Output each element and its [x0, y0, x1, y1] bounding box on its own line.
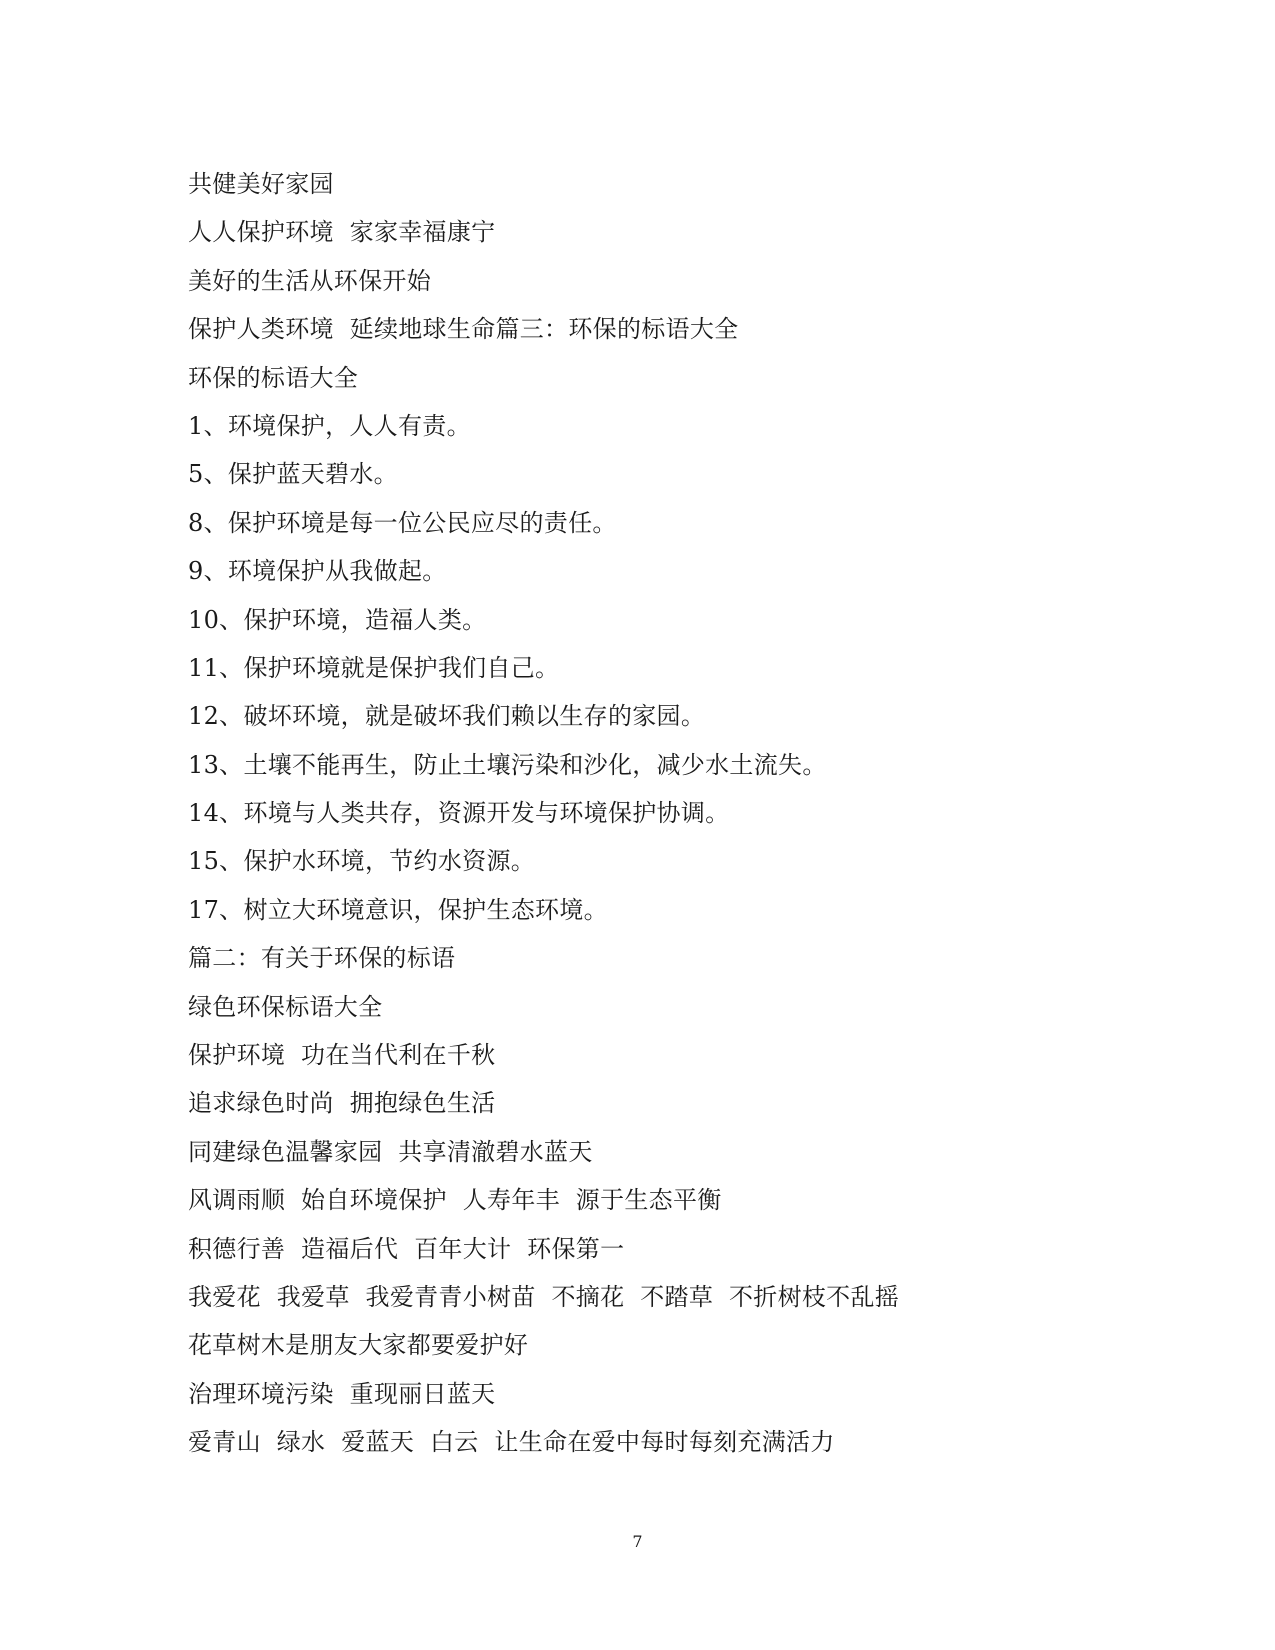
list-item: 14、环境与人类共存，资源开发与环境保护协调。: [188, 799, 730, 828]
text-line: 风调雨顺 始自环境保护 人寿年丰 源于生态平衡: [188, 1186, 722, 1215]
list-item: 11、保护环境就是保护我们自己。: [188, 653, 560, 682]
text-line: 人人保护环境 家家幸福康宁: [188, 218, 496, 247]
text-line: 环保的标语大全: [188, 363, 359, 392]
page-body: [188, 160, 1088, 1467]
list-item: 1、环境保护，人人有责。: [188, 411, 471, 440]
list-item: 13、土壤不能再生，防止土壤污染和沙化，减少水土流失。: [188, 750, 827, 779]
text-line: 绿色环保标语大全: [188, 992, 383, 1021]
text-line: 治理环境污染 重现丽日蓝天: [188, 1379, 496, 1408]
list-item: 15、保护水环境，节约水资源。: [188, 847, 536, 876]
text-line: 积德行善 造福后代 百年大计 环保第一: [188, 1234, 625, 1263]
text-line: 保护人类环境 延续地球生命篇三：环保的标语大全: [188, 315, 739, 344]
text-line: 共健美好家园: [188, 170, 334, 198]
list-item: 8、保护环境是每一位公民应尽的责任。: [188, 508, 617, 537]
list-item: 5、保护蓝天碧水。: [188, 460, 398, 489]
list-item: 9、环境保护从我做起。: [188, 557, 447, 586]
text-line: 追求绿色时尚 拥抱绿色生活: [188, 1089, 496, 1118]
text-line: 保护环境 功在当代利在千秋: [188, 1041, 496, 1070]
list-item: 10、保护环境，造福人类。: [188, 605, 487, 634]
text-line: 美好的生活从环保开始: [188, 266, 431, 295]
section-heading: 篇二：有关于环保的标语: [188, 944, 456, 973]
list-item: 17、树立大环境意识，保护生态环境。: [188, 895, 608, 924]
list-item: 12、破坏环境，就是破坏我们赖以生存的家园。: [188, 702, 706, 731]
text-line: 我爱花 我爱草 我爱青青小树苗 不摘花 不踏草 不折树枝不乱摇: [188, 1282, 900, 1311]
page-number: 7: [632, 1532, 643, 1551]
text-line: 爱青山 绿水 爱蓝天 白云 让生命在爱中每时每刻充满活力: [188, 1428, 835, 1457]
text-line: 同建绿色温馨家园 共享清澈碧水蓝天: [188, 1137, 593, 1166]
text-line: 花草树木是朋友大家都要爱护好: [188, 1331, 529, 1360]
